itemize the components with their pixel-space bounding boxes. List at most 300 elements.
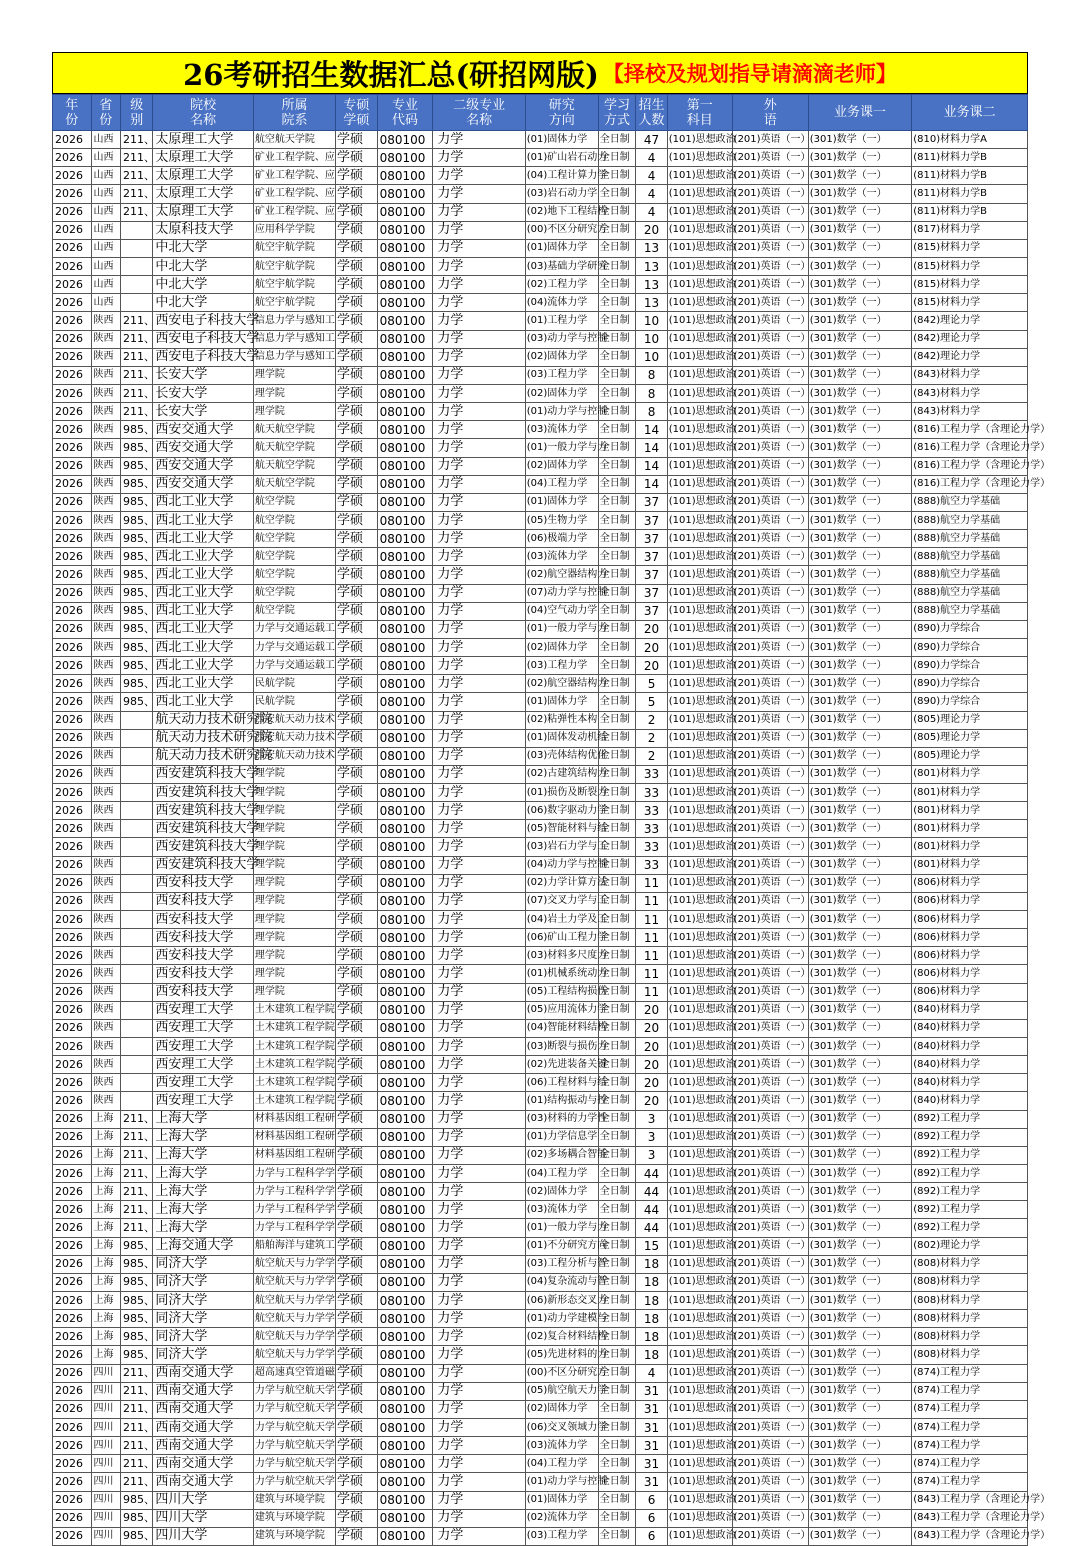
cell-degree-type[interactable]: 学硕 <box>336 1509 378 1527</box>
cell-study-mode[interactable]: 全日制 <box>598 657 636 675</box>
cell-major-name[interactable]: 力学 <box>433 1110 525 1128</box>
cell-major-name[interactable]: 力学 <box>433 1310 525 1328</box>
cell-subject-one[interactable]: (301)数学（一） <box>808 1310 911 1328</box>
header-foreign-language[interactable] <box>732 95 808 131</box>
cell-enrollment[interactable]: 37 <box>636 511 667 529</box>
cell-department[interactable]: 力学与交通运载工 <box>253 638 335 656</box>
cell-level[interactable] <box>120 856 152 874</box>
cell-foreign-language[interactable]: (201)英语（一） <box>732 1364 808 1382</box>
cell-department[interactable]: 航空航天与力学学 <box>253 1310 335 1328</box>
cell-department[interactable]: 航空学院 <box>253 602 335 620</box>
cell-politics-subject[interactable]: (101)思想政治 <box>667 1219 732 1237</box>
cell-subject-one[interactable]: (301)数学（一） <box>808 1255 911 1273</box>
cell-level[interactable] <box>120 892 152 910</box>
cell-school-name[interactable]: 上海大学 <box>153 1201 253 1219</box>
cell-level[interactable]: 211、 <box>120 1165 152 1183</box>
cell-degree-type[interactable]: 学硕 <box>336 1219 378 1237</box>
cell-subject-one[interactable]: (301)数学（一） <box>808 149 911 167</box>
cell-foreign-language[interactable]: (201)英语（一） <box>732 1437 808 1455</box>
cell-level[interactable]: 985、 <box>120 1292 152 1310</box>
cell-province[interactable]: 陕西 <box>91 548 120 566</box>
cell-school-name[interactable]: 西北工业大学 <box>153 638 253 656</box>
cell-politics-subject[interactable]: (101)思想政治 <box>667 1473 732 1491</box>
cell-department[interactable]: 理学院 <box>253 366 335 384</box>
cell-level[interactable]: 211、 <box>120 1146 152 1164</box>
cell-major-code[interactable]: 080100 <box>377 457 433 475</box>
cell-research-direction[interactable]: (02)地下工程结构 <box>525 203 598 221</box>
cell-degree-type[interactable]: 学硕 <box>336 856 378 874</box>
cell-year[interactable]: 2026 <box>53 1382 92 1400</box>
cell-degree-type[interactable]: 学硕 <box>336 1364 378 1382</box>
cell-enrollment[interactable]: 5 <box>636 693 667 711</box>
cell-subject-two[interactable]: (843)工程力学（含理论力学） <box>912 1527 1028 1545</box>
cell-subject-two[interactable]: (892)工程力学 <box>912 1110 1028 1128</box>
cell-foreign-language[interactable]: (201)英语（一） <box>732 1328 808 1346</box>
cell-enrollment[interactable]: 20 <box>636 1038 667 1056</box>
cell-province[interactable]: 四川 <box>91 1382 120 1400</box>
cell-department[interactable]: 理学院 <box>253 965 335 983</box>
cell-subject-two[interactable]: (843)材料力学 <box>912 403 1028 421</box>
cell-subject-two[interactable]: (843)工程力学（含理论力学） <box>912 1491 1028 1509</box>
cell-major-code[interactable]: 080100 <box>377 1219 433 1237</box>
cell-level[interactable]: 211、 <box>120 1473 152 1491</box>
cell-level[interactable] <box>120 711 152 729</box>
cell-province[interactable]: 上海 <box>91 1165 120 1183</box>
cell-enrollment[interactable]: 2 <box>636 747 667 765</box>
cell-subject-two[interactable]: (840)材料力学 <box>912 1001 1028 1019</box>
cell-subject-two[interactable]: (806)材料力学 <box>912 874 1028 892</box>
cell-level[interactable]: 211、 <box>120 1455 152 1473</box>
cell-enrollment[interactable]: 11 <box>636 911 667 929</box>
cell-major-name[interactable]: 力学 <box>433 185 525 203</box>
cell-politics-subject[interactable]: (101)思想政治 <box>667 1128 732 1146</box>
cell-study-mode[interactable]: 全日制 <box>598 1255 636 1273</box>
cell-subject-two[interactable]: (816)工程力学（含理论力学） <box>912 421 1028 439</box>
cell-level[interactable] <box>120 765 152 783</box>
cell-department[interactable]: 力学与工程科学学 <box>253 1165 335 1183</box>
cell-major-code[interactable]: 080100 <box>377 802 433 820</box>
cell-school-name[interactable]: 西安科技大学 <box>153 965 253 983</box>
cell-department[interactable]: 力学与工程科学学 <box>253 1201 335 1219</box>
cell-major-name[interactable]: 力学 <box>433 874 525 892</box>
cell-foreign-language[interactable]: (201)英语（一） <box>732 1219 808 1237</box>
cell-province[interactable]: 陕西 <box>91 1074 120 1092</box>
cell-subject-two[interactable]: (805)理论力学 <box>912 711 1028 729</box>
cell-foreign-language[interactable]: (201)英语（一） <box>732 911 808 929</box>
cell-major-name[interactable]: 力学 <box>433 1056 525 1074</box>
cell-politics-subject[interactable]: (101)思想政治 <box>667 457 732 475</box>
cell-foreign-language[interactable]: (201)英语（一） <box>732 1128 808 1146</box>
cell-major-code[interactable]: 080100 <box>377 602 433 620</box>
cell-year[interactable]: 2026 <box>53 239 92 257</box>
cell-major-code[interactable]: 080100 <box>377 366 433 384</box>
cell-major-name[interactable]: 力学 <box>433 802 525 820</box>
cell-politics-subject[interactable]: (101)思想政治 <box>667 983 732 1001</box>
cell-subject-two[interactable]: (840)材料力学 <box>912 1056 1028 1074</box>
cell-school-name[interactable]: 西安建筑科技大学 <box>153 802 253 820</box>
cell-department[interactable]: 理学院 <box>253 983 335 1001</box>
cell-province[interactable]: 上海 <box>91 1310 120 1328</box>
cell-department[interactable]: 矿业工程学院、应 <box>253 203 335 221</box>
cell-politics-subject[interactable]: (101)思想政治 <box>667 693 732 711</box>
cell-foreign-language[interactable]: (201)英语（一） <box>732 1491 808 1509</box>
cell-study-mode[interactable]: 全日制 <box>598 1382 636 1400</box>
cell-school-name[interactable]: 西安理工大学 <box>153 1074 253 1092</box>
cell-subject-two[interactable]: (808)材料力学 <box>912 1273 1028 1291</box>
cell-politics-subject[interactable]: (101)思想政治 <box>667 784 732 802</box>
cell-degree-type[interactable]: 学硕 <box>336 1273 378 1291</box>
cell-level[interactable]: 211、 <box>120 203 152 221</box>
cell-school-name[interactable]: 四川大学 <box>153 1491 253 1509</box>
cell-research-direction[interactable]: (01)一般力学与力 <box>525 620 598 638</box>
cell-subject-one[interactable]: (301)数学（一） <box>808 1509 911 1527</box>
cell-school-name[interactable]: 西安科技大学 <box>153 929 253 947</box>
cell-research-direction[interactable]: (01)工程力学 <box>525 312 598 330</box>
cell-degree-type[interactable]: 学硕 <box>336 330 378 348</box>
cell-department[interactable]: 土木建筑工程学院 <box>253 1001 335 1019</box>
cell-subject-two[interactable]: (840)材料力学 <box>912 1038 1028 1056</box>
cell-subject-two[interactable]: (806)材料力学 <box>912 947 1028 965</box>
cell-study-mode[interactable]: 全日制 <box>598 1056 636 1074</box>
cell-major-code[interactable]: 080100 <box>377 276 433 294</box>
cell-degree-type[interactable]: 学硕 <box>336 366 378 384</box>
cell-subject-one[interactable]: (301)数学（一） <box>808 820 911 838</box>
cell-subject-two[interactable]: (890)力学综合 <box>912 638 1028 656</box>
cell-research-direction[interactable]: (04)工程力学 <box>525 1165 598 1183</box>
cell-research-direction[interactable]: (02)固体力学 <box>525 638 598 656</box>
cell-subject-two[interactable]: (810)材料力学A <box>912 131 1028 149</box>
cell-subject-one[interactable]: (301)数学（一） <box>808 983 911 1001</box>
cell-politics-subject[interactable]: (101)思想政治 <box>667 366 732 384</box>
cell-degree-type[interactable]: 学硕 <box>336 348 378 366</box>
cell-study-mode[interactable]: 全日制 <box>598 384 636 402</box>
cell-study-mode[interactable]: 全日制 <box>598 1183 636 1201</box>
cell-department[interactable]: 力学与航空航天学 <box>253 1418 335 1436</box>
cell-school-name[interactable]: 西安科技大学 <box>153 911 253 929</box>
cell-subject-two[interactable]: (890)力学综合 <box>912 657 1028 675</box>
cell-department[interactable]: 理学院 <box>253 765 335 783</box>
cell-major-code[interactable]: 080100 <box>377 820 433 838</box>
cell-study-mode[interactable]: 全日制 <box>598 947 636 965</box>
cell-province[interactable]: 上海 <box>91 1128 120 1146</box>
cell-subject-two[interactable]: (811)材料力学B <box>912 149 1028 167</box>
cell-subject-one[interactable]: (301)数学（一） <box>808 1491 911 1509</box>
cell-level[interactable]: 985、 <box>120 1255 152 1273</box>
cell-subject-one[interactable]: (301)数学（一） <box>808 675 911 693</box>
cell-year[interactable]: 2026 <box>53 566 92 584</box>
cell-foreign-language[interactable]: (201)英语（一） <box>732 874 808 892</box>
cell-department[interactable]: 应用科学学院 <box>253 221 335 239</box>
cell-year[interactable]: 2026 <box>53 1418 92 1436</box>
cell-subject-one[interactable]: (301)数学（一） <box>808 312 911 330</box>
cell-foreign-language[interactable]: (201)英语（一） <box>732 620 808 638</box>
cell-major-name[interactable]: 力学 <box>433 149 525 167</box>
cell-province[interactable]: 陕西 <box>91 693 120 711</box>
cell-foreign-language[interactable]: (201)英语（一） <box>732 1092 808 1110</box>
cell-study-mode[interactable]: 全日制 <box>598 620 636 638</box>
cell-province[interactable]: 山西 <box>91 239 120 257</box>
cell-subject-one[interactable]: (301)数学（一） <box>808 366 911 384</box>
cell-study-mode[interactable]: 全日制 <box>598 1110 636 1128</box>
cell-major-name[interactable]: 力学 <box>433 856 525 874</box>
cell-department[interactable]: 力学与工程科学学 <box>253 1183 335 1201</box>
cell-enrollment[interactable]: 20 <box>636 620 667 638</box>
cell-enrollment[interactable]: 6 <box>636 1491 667 1509</box>
cell-level[interactable]: 211、 <box>120 348 152 366</box>
cell-school-name[interactable]: 西安建筑科技大学 <box>153 838 253 856</box>
cell-major-code[interactable]: 080100 <box>377 1201 433 1219</box>
cell-school-name[interactable]: 太原理工大学 <box>153 131 253 149</box>
cell-enrollment[interactable]: 5 <box>636 675 667 693</box>
cell-study-mode[interactable]: 全日制 <box>598 1019 636 1037</box>
cell-level[interactable]: 211、 <box>120 1201 152 1219</box>
cell-province[interactable]: 陕西 <box>91 929 120 947</box>
cell-department[interactable]: 信息力学与感知工 <box>253 312 335 330</box>
cell-research-direction[interactable]: (04)岩土力学及工 <box>525 911 598 929</box>
cell-province[interactable]: 陕西 <box>91 620 120 638</box>
cell-year[interactable]: 2026 <box>53 1165 92 1183</box>
cell-major-name[interactable]: 力学 <box>433 1201 525 1219</box>
cell-enrollment[interactable]: 20 <box>636 1074 667 1092</box>
cell-province[interactable]: 上海 <box>91 1346 120 1364</box>
cell-degree-type[interactable]: 学硕 <box>336 257 378 275</box>
cell-enrollment[interactable]: 44 <box>636 1183 667 1201</box>
cell-subject-two[interactable]: (811)材料力学B <box>912 185 1028 203</box>
cell-foreign-language[interactable]: (201)英语（一） <box>732 1418 808 1436</box>
cell-foreign-language[interactable]: (201)英语（一） <box>732 1255 808 1273</box>
cell-foreign-language[interactable]: (201)英语（一） <box>732 1074 808 1092</box>
cell-enrollment[interactable]: 10 <box>636 312 667 330</box>
cell-foreign-language[interactable]: (201)英语（一） <box>732 1310 808 1328</box>
cell-research-direction[interactable]: (01)机械系统动力 <box>525 965 598 983</box>
cell-degree-type[interactable]: 学硕 <box>336 1491 378 1509</box>
cell-major-code[interactable]: 080100 <box>377 856 433 874</box>
cell-province[interactable]: 陕西 <box>91 1019 120 1037</box>
cell-level[interactable] <box>120 729 152 747</box>
cell-province[interactable]: 陕西 <box>91 856 120 874</box>
cell-foreign-language[interactable]: (201)英语（一） <box>732 439 808 457</box>
cell-degree-type[interactable]: 学硕 <box>336 131 378 149</box>
cell-subject-one[interactable]: (301)数学（一） <box>808 475 911 493</box>
cell-degree-type[interactable]: 学硕 <box>336 1146 378 1164</box>
cell-subject-two[interactable]: (892)工程力学 <box>912 1128 1028 1146</box>
cell-degree-type[interactable]: 学硕 <box>336 874 378 892</box>
cell-level[interactable] <box>120 294 152 312</box>
cell-subject-one[interactable]: (301)数学（一） <box>808 657 911 675</box>
cell-level[interactable] <box>120 1038 152 1056</box>
cell-level[interactable]: 211、 <box>120 330 152 348</box>
cell-school-name[interactable]: 中北大学 <box>153 257 253 275</box>
cell-level[interactable] <box>120 1019 152 1037</box>
cell-major-name[interactable]: 力学 <box>433 820 525 838</box>
cell-subject-two[interactable]: (801)材料力学 <box>912 784 1028 802</box>
cell-study-mode[interactable]: 全日制 <box>598 1509 636 1527</box>
cell-foreign-language[interactable]: (201)英语（一） <box>732 548 808 566</box>
cell-major-name[interactable]: 力学 <box>433 239 525 257</box>
cell-department[interactable]: 西安航天动力技术 <box>253 747 335 765</box>
cell-subject-one[interactable]: (301)数学（一） <box>808 1473 911 1491</box>
cell-year[interactable]: 2026 <box>53 838 92 856</box>
cell-province[interactable]: 陕西 <box>91 384 120 402</box>
cell-year[interactable]: 2026 <box>53 1437 92 1455</box>
cell-politics-subject[interactable]: (101)思想政治 <box>667 1437 732 1455</box>
cell-year[interactable]: 2026 <box>53 711 92 729</box>
cell-degree-type[interactable]: 学硕 <box>336 1310 378 1328</box>
cell-school-name[interactable]: 上海大学 <box>153 1128 253 1146</box>
cell-province[interactable]: 陕西 <box>91 1092 120 1110</box>
cell-major-code[interactable]: 080100 <box>377 620 433 638</box>
cell-major-code[interactable]: 080100 <box>377 638 433 656</box>
cell-school-name[interactable]: 同济大学 <box>153 1310 253 1328</box>
cell-year[interactable]: 2026 <box>53 1201 92 1219</box>
cell-subject-two[interactable]: (805)理论力学 <box>912 729 1028 747</box>
cell-enrollment[interactable]: 6 <box>636 1527 667 1545</box>
cell-year[interactable]: 2026 <box>53 1019 92 1037</box>
cell-major-code[interactable]: 080100 <box>377 1273 433 1291</box>
cell-politics-subject[interactable]: (101)思想政治 <box>667 838 732 856</box>
cell-enrollment[interactable]: 2 <box>636 711 667 729</box>
cell-department[interactable]: 土木建筑工程学院 <box>253 1092 335 1110</box>
cell-year[interactable]: 2026 <box>53 185 92 203</box>
cell-enrollment[interactable]: 31 <box>636 1418 667 1436</box>
cell-research-direction[interactable]: (03)工程力学 <box>525 1527 598 1545</box>
cell-research-direction[interactable]: (01)不分研究方向 <box>525 1237 598 1255</box>
cell-level[interactable] <box>120 257 152 275</box>
cell-politics-subject[interactable]: (101)思想政治 <box>667 421 732 439</box>
cell-province[interactable]: 陕西 <box>91 947 120 965</box>
cell-subject-one[interactable]: (301)数学（一） <box>808 403 911 421</box>
cell-major-name[interactable]: 力学 <box>433 131 525 149</box>
cell-study-mode[interactable]: 全日制 <box>598 711 636 729</box>
cell-subject-one[interactable]: (301)数学（一） <box>808 185 911 203</box>
cell-subject-two[interactable]: (801)材料力学 <box>912 838 1028 856</box>
cell-major-name[interactable]: 力学 <box>433 602 525 620</box>
cell-province[interactable]: 陕西 <box>91 602 120 620</box>
cell-subject-one[interactable]: (301)数学（一） <box>808 566 911 584</box>
cell-year[interactable]: 2026 <box>53 167 92 185</box>
cell-study-mode[interactable]: 全日制 <box>598 548 636 566</box>
cell-major-code[interactable]: 080100 <box>377 1092 433 1110</box>
cell-major-name[interactable]: 力学 <box>433 1418 525 1436</box>
cell-subject-one[interactable]: (301)数学（一） <box>808 1273 911 1291</box>
cell-school-name[interactable]: 西安科技大学 <box>153 874 253 892</box>
cell-province[interactable]: 陕西 <box>91 312 120 330</box>
cell-major-code[interactable]: 080100 <box>377 1400 433 1418</box>
cell-subject-one[interactable]: (301)数学（一） <box>808 892 911 910</box>
cell-degree-type[interactable]: 学硕 <box>336 403 378 421</box>
header-enrollment[interactable] <box>636 95 667 131</box>
cell-level[interactable]: 985、 <box>120 1328 152 1346</box>
cell-degree-type[interactable]: 学硕 <box>336 457 378 475</box>
cell-research-direction[interactable]: (02)复合材料结构 <box>525 1328 598 1346</box>
cell-major-code[interactable]: 080100 <box>377 203 433 221</box>
cell-politics-subject[interactable]: (101)思想政治 <box>667 675 732 693</box>
cell-major-code[interactable]: 080100 <box>377 1473 433 1491</box>
cell-level[interactable]: 985、 <box>120 475 152 493</box>
cell-foreign-language[interactable]: (201)英语（一） <box>732 693 808 711</box>
cell-school-name[interactable]: 西安交通大学 <box>153 421 253 439</box>
cell-study-mode[interactable]: 全日制 <box>598 475 636 493</box>
cell-school-name[interactable]: 太原理工大学 <box>153 203 253 221</box>
cell-major-name[interactable]: 力学 <box>433 1364 525 1382</box>
cell-study-mode[interactable]: 全日制 <box>598 1455 636 1473</box>
cell-study-mode[interactable]: 全日制 <box>598 747 636 765</box>
cell-research-direction[interactable]: (03)材料多尺度力 <box>525 947 598 965</box>
cell-major-name[interactable]: 力学 <box>433 421 525 439</box>
cell-degree-type[interactable]: 学硕 <box>336 1056 378 1074</box>
cell-foreign-language[interactable]: (201)英语（一） <box>732 729 808 747</box>
cell-study-mode[interactable]: 全日制 <box>598 294 636 312</box>
cell-enrollment[interactable]: 20 <box>636 1092 667 1110</box>
cell-major-code[interactable]: 080100 <box>377 747 433 765</box>
cell-province[interactable]: 四川 <box>91 1437 120 1455</box>
cell-major-code[interactable]: 080100 <box>377 294 433 312</box>
cell-politics-subject[interactable]: (101)思想政治 <box>667 638 732 656</box>
cell-major-code[interactable]: 080100 <box>377 1001 433 1019</box>
cell-research-direction[interactable]: (03)工程力学 <box>525 657 598 675</box>
cell-degree-type[interactable]: 学硕 <box>336 1527 378 1545</box>
cell-year[interactable]: 2026 <box>53 312 92 330</box>
cell-major-code[interactable]: 080100 <box>377 784 433 802</box>
cell-study-mode[interactable]: 全日制 <box>598 1219 636 1237</box>
cell-department[interactable]: 船舶海洋与建筑工 <box>253 1237 335 1255</box>
cell-department[interactable]: 航空宇航学院 <box>253 294 335 312</box>
cell-year[interactable]: 2026 <box>53 911 92 929</box>
cell-school-name[interactable]: 西南交通大学 <box>153 1400 253 1418</box>
cell-department[interactable]: 信息力学与感知工 <box>253 348 335 366</box>
cell-major-code[interactable]: 080100 <box>377 566 433 584</box>
cell-department[interactable]: 航空宇航学院 <box>253 239 335 257</box>
cell-research-direction[interactable]: (04)空气动力学 <box>525 602 598 620</box>
cell-foreign-language[interactable]: (201)英语（一） <box>732 1400 808 1418</box>
cell-school-name[interactable]: 上海大学 <box>153 1183 253 1201</box>
cell-enrollment[interactable]: 8 <box>636 384 667 402</box>
cell-subject-two[interactable]: (890)力学综合 <box>912 620 1028 638</box>
cell-foreign-language[interactable]: (201)英语（一） <box>732 239 808 257</box>
cell-enrollment[interactable]: 4 <box>636 203 667 221</box>
cell-province[interactable]: 陕西 <box>91 1056 120 1074</box>
cell-major-code[interactable]: 080100 <box>377 131 433 149</box>
cell-province[interactable]: 上海 <box>91 1201 120 1219</box>
cell-subject-one[interactable]: (301)数学（一） <box>808 1146 911 1164</box>
cell-enrollment[interactable]: 18 <box>636 1255 667 1273</box>
cell-major-name[interactable]: 力学 <box>433 1128 525 1146</box>
cell-enrollment[interactable]: 13 <box>636 276 667 294</box>
cell-degree-type[interactable]: 学硕 <box>336 1001 378 1019</box>
cell-province[interactable]: 上海 <box>91 1183 120 1201</box>
cell-major-code[interactable]: 080100 <box>377 1310 433 1328</box>
cell-major-name[interactable]: 力学 <box>433 1074 525 1092</box>
header-province[interactable] <box>91 95 120 131</box>
cell-major-code[interactable]: 080100 <box>377 1491 433 1509</box>
cell-major-name[interactable]: 力学 <box>433 203 525 221</box>
cell-subject-two[interactable]: (808)材料力学 <box>912 1328 1028 1346</box>
cell-politics-subject[interactable]: (101)思想政治 <box>667 1146 732 1164</box>
cell-degree-type[interactable]: 学硕 <box>336 802 378 820</box>
cell-study-mode[interactable]: 全日制 <box>598 1491 636 1509</box>
cell-major-name[interactable]: 力学 <box>433 747 525 765</box>
cell-school-name[interactable]: 上海交通大学 <box>153 1237 253 1255</box>
cell-subject-one[interactable]: (301)数学（一） <box>808 1364 911 1382</box>
cell-enrollment[interactable]: 13 <box>636 257 667 275</box>
cell-year[interactable]: 2026 <box>53 131 92 149</box>
cell-study-mode[interactable]: 全日制 <box>598 221 636 239</box>
cell-major-code[interactable]: 080100 <box>377 1128 433 1146</box>
cell-year[interactable]: 2026 <box>53 1310 92 1328</box>
cell-enrollment[interactable]: 33 <box>636 820 667 838</box>
cell-enrollment[interactable]: 10 <box>636 348 667 366</box>
cell-degree-type[interactable]: 学硕 <box>336 657 378 675</box>
